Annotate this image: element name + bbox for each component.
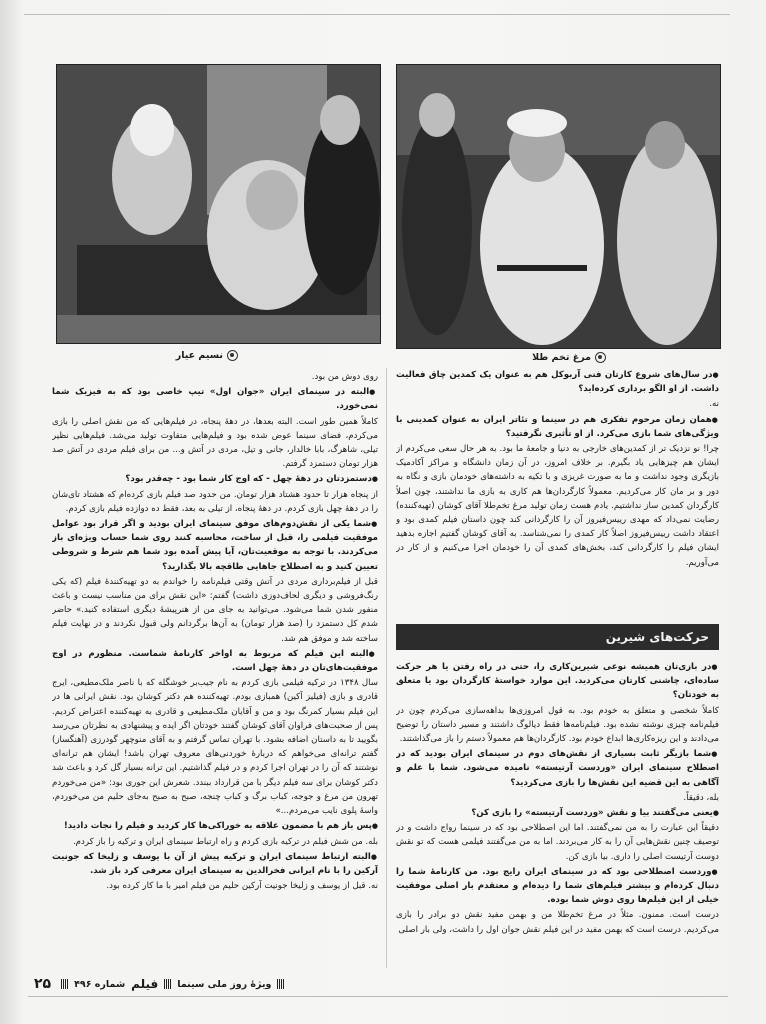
page-footer: [34, 976, 454, 992]
interview-question: ● دستمزدتان در دههٔ چهل - که اوج کار شما بود - چه‌قدر بود؟: [52, 472, 378, 486]
interview-answer: کاملاً شخصی و متعلق به خودم بود. به قول امروزی‌ها بداهه‌سازی می‌کردم چون در فیلم‌نامه چیزی نوشته نشده بود. فیلم‌نامه‌ها فقط دیالوگ داشتند و مسیر داستان را توضیح می‌دادند و این ریزه‌کاری‌ها ابداع خودم بود. کارگردان‌ها هم معمولاً دستم را باز می‌گذاشتند.: [396, 705, 719, 745]
issue-number: شماره ۴۹۶: [74, 978, 126, 990]
interview-question: ● البته ارتباط سینمای ایران و ترکیه پیش از آن با یوسف و زلیخا که جونیت آرکین را با نام ایرانی فخرالدین به سینمای ایران معرفی کرد باز شد.: [52, 850, 378, 878]
interview-answer: بله. من شش فیلم در ترکیه بازی کردم و راه ارتباط سینمای ایران و ترکیه را باز کردم.: [72, 836, 378, 847]
interview-answer: بله، دقیقاً.: [683, 792, 719, 803]
interview-question: ● همان زمان مرحوم تفکری هم در سینما و تئاتر ایران به عنوان کمدینی با ویژگی‌های شما بازی می‌کرد. از او تأثیری نگرفتید؟: [396, 413, 719, 441]
interview-answer: چرا! نو نزدیک تر از کمدین‌های خارجی به دنیا و جامعهٔ ما بود. به هر حال سعی می‌کردم از ایشان هم چیزهایی یاد بگیرم. بر خلاف امروز، در آن زمان دانشگاه و مراکز آکادمیک بازیگری وجود نداشت و ما به صورت غریزی و با تکیه به داشته‌های خودمان بازی و نگاه به دور و بر مان کار می‌کردیم. معمولاً کارگردان‌ها هم کاری به بازی ما نداشتند، چون اصلاً کارگردان کمدین ساز نداشتیم. یادم هست زمان تولید مرغ تخم‌طلا آقای کوشان (تهیه‌کننده) رضایت نمی‌داد که مهدی رییس‌فیروز آن را کارگردانی کند چون داستان فیلم کمدی بود و اعتقاد داشت رییس‌فیروز اصلاً کار کمدی را نمی‌شناسد. به آقای کوشان گفتیم اجازه بدهید ایشان فیلم را کارگردانی کند، بخش‌های کمدی آن را خودمان اجرا می‌کنیم و از کار در می‌آوریم.: [396, 444, 719, 568]
caption-right-text: مرغ تخم طلا: [532, 352, 591, 363]
interview-answer: نه.: [709, 399, 719, 410]
special-issue-label: ویژهٔ روز ملی سینما: [177, 978, 272, 990]
photo-morgh-tokhm-tala: [396, 64, 721, 349]
interview-question: ● البته در سینمای ایران «جوان اول» تیپ خاصی بود که به فیزیک شما نمی‌خورد.: [52, 385, 378, 413]
film-reel-icon: [227, 350, 238, 361]
text-column-right-top: [396, 368, 719, 618]
photo-nasim-ayyar: [56, 64, 381, 344]
text-column-right-bottom: [396, 660, 719, 970]
interview-question: ● پس باز هم با مضمون علاقه به خوراکی‌ها کار کردید و فیلم را نجات دادید!: [52, 819, 378, 833]
interview-question: ● شما بازیگر ثابت بسیاری از نقش‌های دوم در سینمای ایران بودید که در اصطلاح سینمای ایران «وردست آرتیسته» نامیده می‌شود. شما با علم و آگاهی به این قضیه این نقش‌ها را بازی می‌کردید؟: [396, 747, 719, 790]
barcode-icon: [277, 979, 284, 989]
caption-left: [148, 350, 238, 361]
photo-morgh-tokhm-tala-image: [397, 65, 720, 348]
interview-answer: نه. قبل از یوسف و زلیخا جونیت آرکین حلیم من فیلم امیر با ما کار کرده بود.: [106, 881, 378, 892]
photo-nasim-ayyar-image: [57, 65, 380, 343]
caption-right: [496, 352, 606, 363]
interview-answer: روی دوش من بود.: [311, 372, 378, 382]
caption-left-text: نسیم عیار: [175, 350, 223, 361]
column-divider: [386, 368, 387, 968]
magazine-logo: فیلم: [131, 977, 159, 991]
interview-answer: قبل از فیلم‌برداری مردی در آتش وقتی فیلم‌نامه را خواندم به دو تهیه‌کنندهٔ فیلم (که یکی رنگ‌فروشی و دیگری لحاف‌دوزی داشت) گفتم: «این نقش برای من مناسب نیست و باعث منفور شدن شما می‌شود. می‌توانید به جای من از هنرپیشهٔ دیگری استفاده کنید.» حاضر شدم کل دستمزد را (صد هزار تومان) به آن‌ها برگردانم ولی قبول نکردند و در نهایت فیلم ساخته شد و موفق هم شد.: [52, 576, 378, 644]
barcode-icon: [61, 979, 68, 989]
film-reel-icon: [595, 352, 606, 363]
interview-question: ● در بازی‌تان همیشه نوعی شیرین‌کاری را، حتی در راه رفتن یا هر حرکت ساده‌ای، چاشنی کارتان می‌کردید. این موارد خواستهٔ کارگردان بود یا متعلق به خودتان؟: [396, 660, 719, 703]
page-number: ۲۵: [34, 976, 52, 992]
barcode-icon: [164, 979, 171, 989]
text-column-left: [52, 370, 378, 970]
interview-question: ● وردست اصطلاحی بود که در سینمای ایران رایج بود. من کارنامهٔ شما را دنبال کرده‌ام و بیشتر فیلم‌های شما را دیده‌ام و معتقدم بار اصلی موفقیت خیلی از این فیلم‌ها روی دوش شما بوده.: [396, 865, 719, 908]
top-rule: [24, 14, 730, 15]
interview-question: ● در سال‌های شروع کارتان فنی آربوکل هم به عنوان یک کمدین چاق فعالیت داشت. از او الگو برداری کرده‌اید؟: [396, 368, 719, 396]
section-heading: حرکت‌های شیرین: [396, 624, 719, 650]
interview-answer: دقیقاً این عبارت را به من نمی‌گفتند. اما این اصطلاحی بود که در سینما رواج داشت و در توصیف چنین نقش‌هایی آن را به کار می‌بردند. اما به من می‌گفتند فیلمی هست که تو نقش دوست آرتیست اصلی را داری. بیا بازی کن.: [396, 823, 719, 862]
interview-answer: از پنجاه هزار تا حدود هشتاد هزار تومان. من حدود صد فیلم بازی کرده‌ام که هشتاد تای‌شان را در دههٔ چهل بازی کردم. در دههٔ پنجاه، از تیلی به بعد، فقط ده دوازده فیلم بازی کردم.: [52, 489, 378, 514]
interview-answer: سال ۱۳۴۸ در ترکیه فیلمی بازی کردم به نام جیب‌بر خوشگله که با ناصر ملک‌مطیعی، ایرج قادری و بازی (فیلیز آکین) همبازی بودم. تهیه‌کننده هم دکتر کوشان بود. نقش ایرانی ها در این فیلم بسیار کمرنگ بود و من و آقایان ملک‌مطیعی و قادری به تهیه‌کننده اعتراض کردیم. پس از صحبت‌های فراوان آقای کوشان گفتند خودتان اگر ایده و پیشنهادی به نظرتان می‌رسد بگویید تا به داستان اضافه بشود. با تهران تماس گرفتم و به آقای منوچهر گودرزی (آهنگساز) گفتم ترانه‌ای می‌خواهم که دربارهٔ خوردنی‌های معروف تهران باشد! ایشان هم ترانه‌ای نوشتند که آن را در تهران اجرا کردم و در فیلم گذاشتیم. این ترانه بسیار گل کرد و باعث شد دکتر کوشان برای سه فیلم دیگر با من قرارداد ببندد. شعرش این جوری بود: «من می‌خوردم تهرون من مرغ و جوجه، کباب برگ و کباب چنجه، صبح به صبح به‌جای حلیم من می‌خوردم، واسهٔ پلوی نایب می‌مردم...»: [52, 678, 378, 817]
interview-answer: درست است. ممنون. مثلاً در مرغ تخم‌طلا من و بهمن مفید نقش دو برادر را بازی می‌کردیم. درست است که بهمن مفید در این فیلم نقش جوان اول را داشت، ولی بار اصلی: [396, 910, 719, 935]
interview-question: ● شما یکی از نقش‌دوم‌های موفق سینمای ایران بودید و اگر قرار بود عوامل موفقیت فیلمی را، قبل از ساخت، محاسبه کنند روی شما حساب ویژه‌ای باز می‌کردند. با توجه به موقعیت‌تان، آیا پیش آمده بود شما هم شرط و شروطی تعیین کنید و به اصطلاح جاهایی طاقچه بالا بگذارید؟: [52, 517, 378, 574]
footer-rule: [28, 996, 728, 997]
interview-answer: کاملاً همین طور است. البته بعدها، در دههٔ پنجاه، در فیلم‌هایی که من نقش اصلی را بازی می‌کردم، فضای سینما عوض شده بود و فیلم‌هایی متفاوت تولید می‌شد. فیلم‌هایی نظیر تیلی، شاهرگ، بابا خالدار، جانی و تیل، مردی در آتش و... من برای فیلم مردی در آتش صد هزار تومان دستمزد گرفتم.: [52, 416, 378, 470]
interview-question: ● یعنی می‌گفتند بیا و نقش «وردست آرتیسته» را بازی کن؟: [396, 806, 719, 820]
interview-question: ● البته این فیلم که مربوط به اواخر کارنامهٔ شماست. منظورم در اوج موفقیت‌های‌تان در دههٔ چهل است.: [52, 647, 378, 675]
